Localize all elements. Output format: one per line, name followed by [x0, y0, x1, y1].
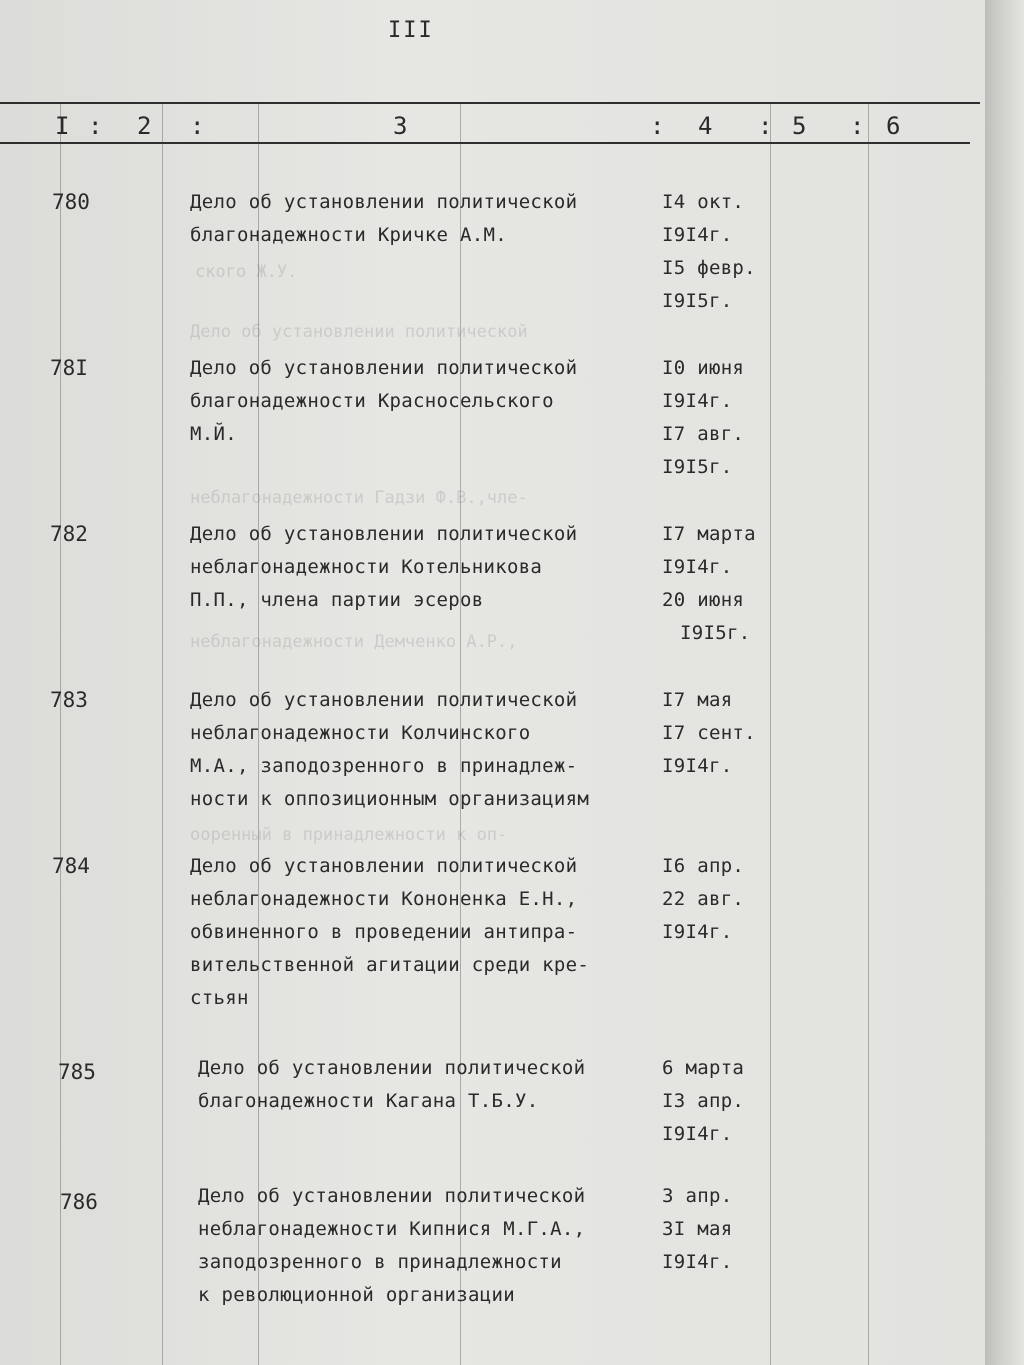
column-number: 6	[886, 112, 901, 140]
bleed-through-text: Дело об установлении политической	[190, 322, 528, 342]
record-description	[190, 518, 660, 617]
header-bottom-rule	[0, 142, 970, 144]
date-line: I4 окт.	[662, 191, 745, 213]
column-number-header	[0, 112, 985, 140]
date-line: I9I5г.	[680, 622, 751, 644]
description-line: неблагонадежности Кононенка Е.Н.,	[190, 888, 578, 910]
column-separator: :	[650, 112, 665, 140]
description-line: к революционной организации	[198, 1284, 515, 1306]
date-line: 6 марта	[662, 1057, 745, 1079]
bleed-through-text: неблагонадежности Демченко А.Р.,	[190, 632, 518, 652]
bleed-through-text: неблагонадежности Гадзи Ф.В.,чле-	[190, 488, 528, 508]
bleed-through-text: ооренный в принадлежности к оп-	[190, 825, 508, 845]
description-line: П.П., члена партии эсеров	[190, 589, 484, 611]
record-dates	[662, 1180, 782, 1279]
column-number: I	[55, 112, 70, 140]
record-number: 782	[50, 522, 88, 546]
date-line: 22 авг.	[662, 888, 745, 910]
page-edge-shadow	[985, 0, 1024, 1365]
record-dates	[662, 850, 782, 949]
record-description	[198, 1052, 668, 1118]
description-line: заподозренного в принадлежности	[198, 1251, 562, 1273]
header-top-rule	[0, 102, 980, 104]
page-number: III	[388, 18, 434, 43]
date-line: I7 марта	[662, 523, 756, 545]
record-description	[190, 352, 660, 451]
description-line: неблагонадежности Кипнися М.Г.А.,	[198, 1218, 586, 1240]
record-number: 783	[50, 688, 88, 712]
description-line: Дело об установлении политической	[190, 855, 578, 877]
description-line: Дело об установлении политической	[190, 689, 578, 711]
description-line: вительственной агитации среди кре-	[190, 954, 590, 976]
record-dates	[662, 684, 782, 783]
date-line: I9I4г.	[662, 224, 733, 246]
column-number: 3	[393, 112, 408, 140]
description-line: Дело об установлении политической	[190, 191, 578, 213]
date-line: I7 сент.	[662, 722, 756, 744]
date-line: I9I4г.	[662, 390, 733, 412]
date-line: I3 апр.	[662, 1090, 745, 1112]
date-line: 3 апр.	[662, 1185, 733, 1207]
record-description	[190, 684, 660, 816]
record-dates	[662, 1052, 782, 1151]
record-number: 780	[52, 190, 90, 214]
date-line: I9I5г.	[662, 290, 733, 312]
column-number: 4	[698, 112, 713, 140]
column-divider	[868, 104, 869, 1365]
record-description	[198, 1180, 668, 1312]
date-line: I9I4г.	[662, 921, 733, 943]
record-description	[190, 850, 660, 1015]
description-line: Дело об установлении политической	[198, 1185, 586, 1207]
description-line: неблагонадежности Котельникова	[190, 556, 543, 578]
date-line: I7 авг.	[662, 423, 745, 445]
description-line: Дело об установлении политической	[198, 1057, 586, 1079]
record-description	[190, 186, 660, 252]
description-line: благонадежности Кричке А.М.	[190, 224, 507, 246]
date-line: I9I4г.	[662, 1123, 733, 1145]
date-line: I7 мая	[662, 689, 733, 711]
description-line: ности к оппозиционным организациям	[190, 788, 590, 810]
date-line: I5 февр.	[662, 257, 756, 279]
record-dates	[662, 352, 782, 484]
description-line: благонадежности Красносельского	[190, 390, 554, 412]
description-line: Дело об установлении политической	[190, 523, 578, 545]
record-dates	[662, 186, 782, 318]
date-line: I0 июня	[662, 357, 745, 379]
description-line: благонадежности Кагана Т.Б.У.	[198, 1090, 539, 1112]
date-line: 3I мая	[662, 1218, 733, 1240]
date-line: I9I5г.	[662, 456, 733, 478]
bleed-through-text: ского Ж.У.	[195, 262, 298, 282]
column-number: 5	[792, 112, 807, 140]
date-line: I9I4г.	[662, 556, 733, 578]
column-separator: :	[850, 112, 865, 140]
description-line: М.Й.	[190, 423, 237, 445]
date-line: I6 апр.	[662, 855, 745, 877]
date-line: I9I4г.	[662, 755, 733, 777]
column-divider	[60, 104, 61, 1365]
record-number: 786	[60, 1190, 98, 1214]
column-number: 2	[137, 112, 152, 140]
description-line: стьян	[190, 987, 249, 1009]
date-line: I9I4г.	[662, 1251, 733, 1273]
description-line: Дело об установлении политической	[190, 357, 578, 379]
column-separator: :	[190, 112, 205, 140]
column-separator: :	[88, 112, 103, 140]
description-line: неблагонадежности Колчинского	[190, 722, 531, 744]
column-divider	[162, 104, 163, 1365]
record-number: 78I	[50, 356, 88, 380]
record-number: 785	[58, 1060, 96, 1084]
date-line: 20 июня	[662, 589, 745, 611]
column-separator: :	[758, 112, 773, 140]
record-dates	[662, 518, 782, 650]
description-line: М.А., заподозренного в принадлеж-	[190, 755, 578, 777]
description-line: обвиненного в проведении антипра-	[190, 921, 578, 943]
record-number: 784	[52, 854, 90, 878]
